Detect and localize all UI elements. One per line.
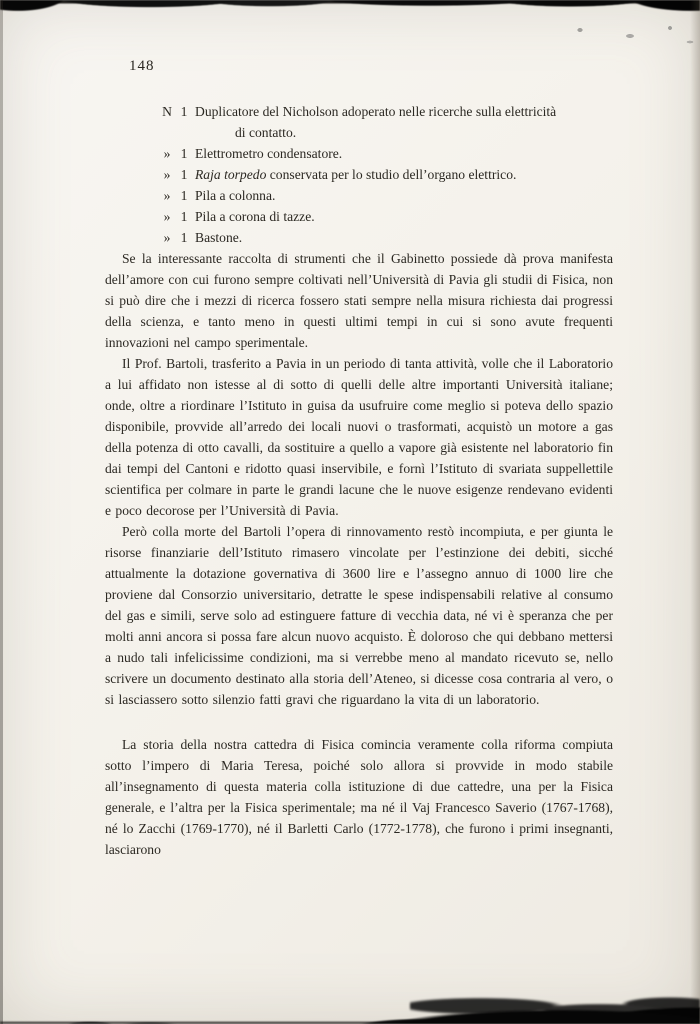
item-quantity: 1 <box>180 209 188 224</box>
item-text: Elettrometro condensatore. <box>195 146 343 161</box>
paragraph-finanze: Però colla morte del Bartoli l’opera di rinnovamento restò incompiuta, e per giunta le risorse finanziarie dell’Istituto rimasero vincolate per l’estinzione dei debiti, sicché attualmente la dotazione governativa di 3600 lire e l’assegno annuo di 1000 lire che proviene dal Consorzio universitario, detratte le spese indispensabili relative al consumo del gas e simili, serve solo ad estinguere fatture di vecchia data, né vi è speranza che per molti anni ancora si possa fare alcun nuovo acquisto. È doloroso che qui debbano mettersi a nudo tali infelicissime condizioni, ma si verrebbe meno al mandato ricevuto se, nello scrivere un documento destinato alla storia dell’Ateneo, si dicesse cosa contraria al vero, o si lasciassero sotto silenzio fatti gravi che riguardano la vita di un laboratorio. <box>105 524 613 707</box>
item-text <box>195 101 613 143</box>
item-quantity: 1 <box>180 167 188 182</box>
scan-artifact-top-edge <box>0 0 700 20</box>
paragraph-gabinetto: Se la interessante raccolta di strumenti che il Gabinetto possiede dà prova manifesta dell’amore con cui furono sempre coltivati nell’Università di Pavia gli studii di Fisica, non si può dire che i mezzi di ricerca fossero stati sempre nella misura richiesta dai progressi della scienza, e tanto meno in questi ultimi tempi in cui si sono avute frequenti innovazioni nel campo sperimentale. <box>105 251 613 350</box>
scan-artifact-bottom-blob <box>410 992 700 1018</box>
list-item <box>159 227 613 248</box>
paragraph-storia-cattedra: La storia della nostra cattedra di Fisica comincia veramente colla riforma compiuta sotto l’impero di Maria Teresa, poiché solo allora si provvide in modo stabile all’insegnamento di questa materia colla istituzione di due cattedre, una per la Fisica generale, e l’altra per la Fisica sperimentale; ma né il Vaj Francesco Saverio (1767-1768), né lo Zacchi (1769-1770), né il Barletti Carlo (1772-1778), che furono i primi insegnanti, lasciarono <box>105 737 613 857</box>
item-marker: » <box>163 146 171 161</box>
item-quantity: 1 <box>180 146 188 161</box>
scan-artifact-left-edge <box>0 0 3 1024</box>
page-number: 148 <box>129 58 155 74</box>
item-quantity: 1 <box>180 104 188 119</box>
scan-artifact-bottom-edge <box>0 978 700 1024</box>
scan-artifact-top-speckle <box>560 22 700 52</box>
item-text: Pila a corona di tazze. <box>195 209 315 224</box>
item-quantity: 1 <box>180 230 188 245</box>
item-text-line1: Duplicatore del Nicholson adoperato nelle ricerche sulla elettricità <box>195 104 557 119</box>
item-text <box>195 164 613 185</box>
item-marker: N <box>162 104 172 119</box>
scan-artifact-right-shade <box>690 0 700 1024</box>
item-species-name: Raja torpedo <box>195 167 267 182</box>
page-content <box>105 58 613 860</box>
item-text-line2: di contatto. <box>235 125 297 140</box>
item-text: Pila a colonna. <box>195 188 276 203</box>
list-item <box>159 185 613 206</box>
item-quantity: 1 <box>180 188 188 203</box>
item-marker: » <box>163 230 171 245</box>
list-item <box>159 164 613 185</box>
list-item <box>159 206 613 227</box>
item-text-rest: conservata per lo studio dell’organo elettrico. <box>266 167 517 182</box>
list-item <box>159 101 613 143</box>
item-marker: » <box>163 188 171 203</box>
item-text: Bastone. <box>195 230 243 245</box>
item-marker: » <box>163 167 171 182</box>
list-item <box>159 143 613 164</box>
paragraph-bartoli: Il Prof. Bartoli, trasferito a Pavia in un periodo di tanta attività, volle che il Laboratorio a lui affidato non istesse al di sotto di quelli delle altre importanti Università italiane; onde, oltre a riordinare l’Istituto in guisa da usufruire come meglio si poteva dello spazio disponibile, provvide all’arredo dei locali nuovi o trasformati, acquistò un motore a gas della potenza di otto cavalli, da sostituire a quello a vapore già esistente nel laboratorio fin dai tempi del Cantoni e ridotto quasi inservibile, e fornì l’Istituto di svariata suppellettile scientifica per colmare in parte le grandi lacune che le nuove esigenze rendevano evidenti e poco decorose per l’Università di Pavia. <box>105 356 613 518</box>
item-marker: » <box>163 209 171 224</box>
inventory-list <box>159 101 613 248</box>
